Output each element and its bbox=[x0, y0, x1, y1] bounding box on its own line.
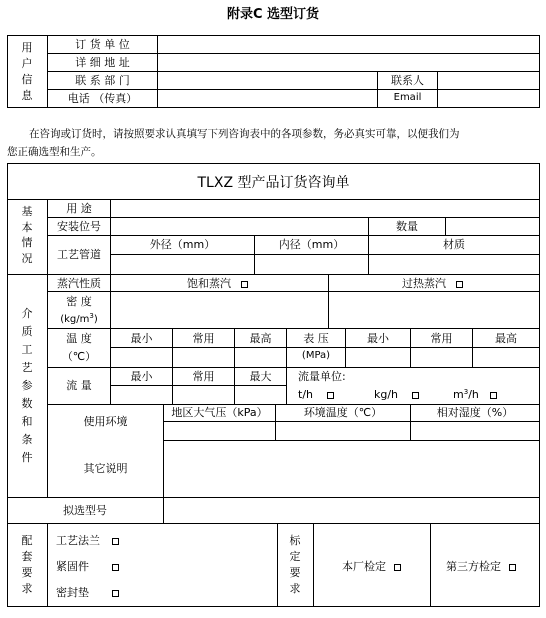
gauge-unit: (MPa) bbox=[301, 350, 331, 361]
contact-field[interactable] bbox=[439, 73, 538, 88]
install-no-field[interactable] bbox=[112, 219, 367, 234]
gauge-min-label: 最小 bbox=[367, 332, 389, 345]
third-party-calibration-label: 第三方检定 bbox=[446, 560, 501, 573]
temp-normal-field[interactable] bbox=[174, 349, 233, 366]
flow-unit-m3h-option[interactable] bbox=[453, 389, 497, 400]
density-label: 密 度 bbox=[66, 295, 92, 308]
env-label: 使用环境 bbox=[83, 415, 128, 428]
gauge-normal-field[interactable] bbox=[412, 349, 471, 366]
inner-diameter-label: 内径（mm） bbox=[278, 238, 345, 251]
flow-unit-th-option[interactable] bbox=[298, 389, 334, 400]
superheated-steam-checkbox[interactable] bbox=[456, 281, 463, 288]
third-party-calibration-checkbox[interactable] bbox=[509, 564, 516, 571]
flange-label: 工艺法兰 bbox=[56, 534, 100, 547]
flow-unit-kgh-option[interactable] bbox=[374, 389, 419, 400]
saturated-steam-checkbox[interactable] bbox=[241, 281, 248, 288]
temp-min-field[interactable] bbox=[112, 349, 171, 366]
use-label: 用 途 bbox=[66, 202, 92, 215]
gauge-label: 表 压 bbox=[303, 332, 329, 345]
quantity-label: 数量 bbox=[396, 220, 418, 233]
temp-min-label: 最小 bbox=[130, 332, 153, 345]
temp-max-field[interactable] bbox=[236, 349, 285, 366]
other-notes-label: 其它说明 bbox=[83, 462, 128, 475]
accessory-side-label: 配套要求 bbox=[21, 534, 33, 595]
medium-params-side-label: 介质工艺参数和条件 bbox=[21, 307, 33, 464]
department-label: 联 系 部 门 bbox=[75, 74, 130, 87]
gasket-option[interactable] bbox=[56, 587, 119, 598]
superheated-steam-label: 过热蒸汽 bbox=[402, 277, 446, 290]
model-label: 拟选型号 bbox=[63, 504, 107, 517]
phone-field[interactable] bbox=[159, 91, 376, 106]
gauge-max-label: 最高 bbox=[495, 332, 517, 345]
email-label: Email bbox=[393, 92, 422, 103]
page-title: 附录C 选型订货 bbox=[226, 7, 320, 22]
humidity-label: 相对湿度（%） bbox=[436, 406, 514, 419]
install-no-label: 安装位号 bbox=[57, 220, 101, 233]
email-field[interactable] bbox=[439, 91, 538, 106]
flow-unit-m3h-label: $m^3/h$ bbox=[453, 388, 479, 401]
pressure-field[interactable] bbox=[165, 423, 274, 439]
temp-max-label: 最高 bbox=[249, 332, 272, 345]
department-field[interactable] bbox=[159, 73, 376, 88]
superheated-steam-option[interactable] bbox=[402, 278, 463, 289]
form-title: TLXZ 型产品订货咨询单 bbox=[197, 175, 350, 191]
use-field[interactable] bbox=[112, 201, 538, 216]
flow-max-label: 最大 bbox=[249, 370, 272, 383]
quantity-field[interactable] bbox=[447, 219, 538, 234]
flow-max-field[interactable] bbox=[236, 387, 285, 403]
third-party-calibration-option[interactable] bbox=[446, 561, 516, 572]
env-temp-field[interactable] bbox=[277, 423, 409, 439]
flange-option[interactable] bbox=[56, 535, 119, 546]
address-field[interactable] bbox=[159, 55, 538, 70]
factory-calibration-option[interactable] bbox=[342, 561, 401, 572]
gauge-normal-label: 常用 bbox=[430, 332, 453, 345]
flow-unit-label: 流量单位: bbox=[298, 370, 346, 383]
gauge-min-field[interactable] bbox=[347, 349, 409, 366]
flow-min-field[interactable] bbox=[112, 387, 171, 403]
order-unit-label: 订 货 单 位 bbox=[75, 38, 130, 51]
basic-info-side-label: 基本情况 bbox=[21, 205, 33, 265]
flow-unit-th-label: t/h bbox=[298, 388, 313, 401]
intro-line-2: 您正确选型和生产。 bbox=[7, 146, 102, 158]
saturated-steam-label: 饱和蒸汽 bbox=[187, 277, 231, 290]
flow-unit-kgh-checkbox[interactable] bbox=[412, 392, 419, 399]
gasket-checkbox[interactable] bbox=[112, 590, 119, 597]
factory-calibration-label: 本厂检定 bbox=[342, 560, 386, 573]
calibration-side-label: 标定要求 bbox=[289, 534, 301, 595]
inner-diameter-field[interactable] bbox=[256, 256, 367, 273]
factory-calibration-checkbox[interactable] bbox=[394, 564, 401, 571]
flow-normal-label: 常用 bbox=[192, 370, 215, 383]
gauge-max-field[interactable] bbox=[474, 349, 538, 366]
flange-checkbox[interactable] bbox=[112, 538, 119, 545]
address-label: 详 细 地 址 bbox=[75, 56, 130, 69]
temp-label: 温 度 bbox=[66, 332, 92, 345]
env-temp-label: 环境温度（℃） bbox=[303, 406, 383, 419]
flow-normal-field[interactable] bbox=[174, 387, 233, 403]
temp-normal-label: 常用 bbox=[192, 332, 215, 345]
fastener-label: 紧固件 bbox=[56, 560, 89, 573]
order-unit-field[interactable] bbox=[159, 37, 538, 52]
pressure-label: 地区大气压（kPa） bbox=[171, 406, 268, 419]
other-notes-field[interactable] bbox=[165, 442, 538, 496]
intro-line-1: 在咨询或订货时，请按照要求认真填写下列咨询表中的各项参数，务必真实可靠，以便我们为 bbox=[29, 128, 460, 140]
flow-label: 流 量 bbox=[66, 379, 92, 392]
flow-unit-m3h-checkbox[interactable] bbox=[490, 392, 497, 399]
fastener-option[interactable] bbox=[56, 561, 119, 572]
density-field[interactable] bbox=[112, 293, 327, 327]
fastener-checkbox[interactable] bbox=[112, 564, 119, 571]
material-field[interactable] bbox=[370, 256, 538, 273]
steam-label: 蒸汽性质 bbox=[57, 277, 101, 290]
outer-diameter-label: 外径（mm） bbox=[149, 238, 216, 251]
temp-unit: （℃） bbox=[61, 350, 97, 363]
flow-unit-kgh-label: kg/h bbox=[374, 388, 399, 401]
gasket-label: 密封垫 bbox=[56, 586, 89, 599]
density-unit: $(kg/m^3)$ bbox=[60, 312, 98, 325]
pipe-label: 工艺管道 bbox=[57, 248, 101, 261]
flow-min-label: 最小 bbox=[130, 370, 153, 383]
model-field[interactable] bbox=[165, 499, 538, 522]
humidity-field[interactable] bbox=[412, 423, 538, 439]
contact-label: 联系人 bbox=[391, 74, 424, 87]
saturated-steam-option[interactable] bbox=[187, 278, 248, 289]
outer-diameter-field[interactable] bbox=[112, 256, 253, 273]
material-label: 材质 bbox=[443, 238, 465, 251]
flow-unit-th-checkbox[interactable] bbox=[327, 392, 334, 399]
user-info-side-label: 用户信息 bbox=[21, 41, 33, 102]
phone-label: 电话 （传真） bbox=[67, 92, 138, 105]
